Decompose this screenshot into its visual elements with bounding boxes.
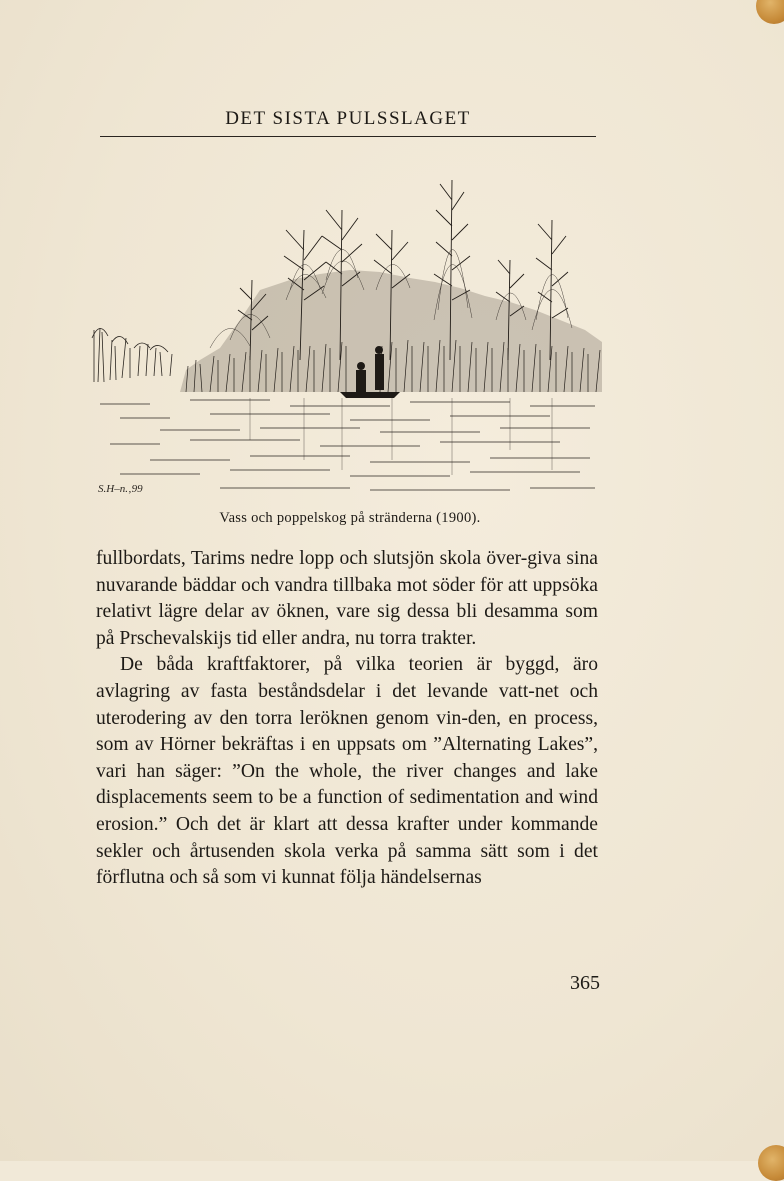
header-rule (100, 136, 596, 137)
paragraph-2: De båda kraftfaktorer, på vilka teorien är byggd, äro avlagring av fasta beståndsdelar i det levande vatt-net och uterodering av den torra leröknen genom vin-den, en process, som av Hörner bekräftas i en uppsats om ”Alternating Lakes”, vari han säger: ”On the whole, the river changes and lake displacements seem to be a function of sedimentation and wind erosion.” Och det är klart att dessa krafter under kommande sekler och årtusenden skola verka på samma sätt som i det förflutna och så som vi kunnat följa händelsernas (96, 654, 598, 889)
page-corner-tab-bottom (758, 1145, 784, 1181)
reflections (250, 398, 552, 475)
running-head: DET SISTA PULSSLAGET (225, 108, 471, 129)
left-bank-reeds (92, 328, 172, 382)
body-text (96, 546, 598, 892)
artist-signature: S.H–n.‚99 (98, 483, 143, 495)
paragraph-1: fullbordats, Tarims nedre lopp och slutsjön skola över-giva sina nuvarande bäddar och vandra tillbaka mot söder för att uppsöka relativt lägre delar av öknen, vare sig dessa bli desamma som på Prschevalskijs tid eller andra, nu torra trakter. (96, 548, 598, 649)
illustration-caption: Vass och poppelskog på stränderna (1900). (219, 510, 481, 526)
lake-illustration (90, 170, 605, 502)
page-number: 365 (570, 972, 600, 994)
water-ripples (100, 400, 595, 490)
